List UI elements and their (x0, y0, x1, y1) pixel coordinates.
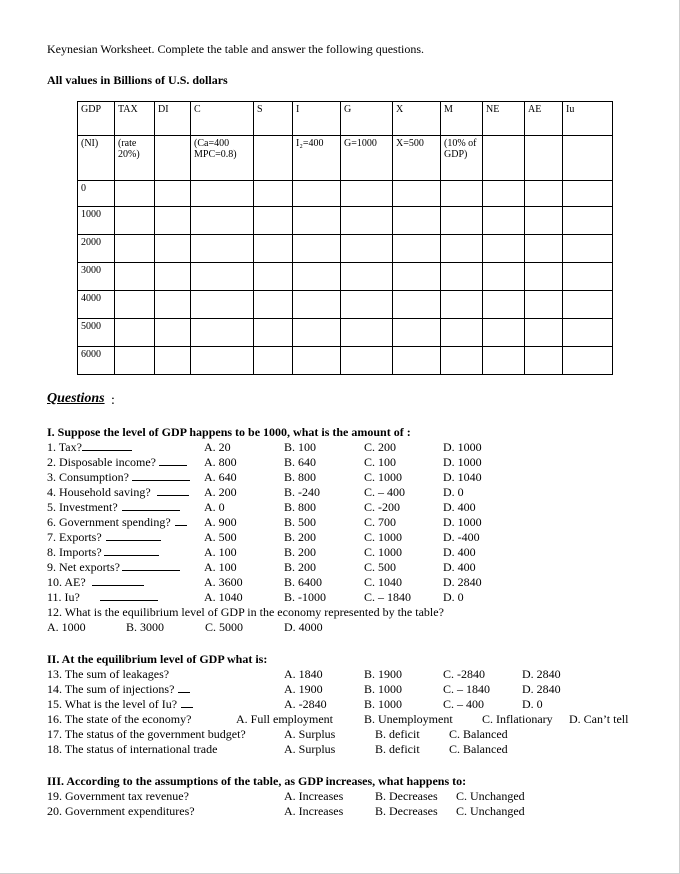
option-c: C. – 400 (443, 697, 485, 711)
answer-cell[interactable] (191, 235, 254, 263)
option-d: D. 2840 (522, 682, 561, 696)
option-a: A. 1040 (204, 590, 243, 604)
answer-cell[interactable] (191, 263, 254, 291)
option-c: C. 5000 (205, 620, 244, 634)
answer-cell[interactable] (155, 319, 191, 347)
answer-cell[interactable] (393, 263, 441, 291)
subheader-cell: (10% of GDP) (441, 136, 483, 181)
questions-heading: Questions (47, 391, 105, 406)
table-header-row (78, 102, 613, 136)
option-b: B. 1000 (364, 697, 403, 711)
option-c: C. – 1840 (364, 590, 412, 604)
answer-cell[interactable] (441, 319, 483, 347)
table-row (78, 319, 613, 347)
option-b: B. 200 (284, 545, 317, 559)
subheader-cell (525, 136, 563, 181)
option-a: A. 1000 (47, 620, 86, 634)
question-5: 5. Investment? (47, 500, 180, 515)
answer-cell[interactable] (525, 181, 563, 207)
gdp-cell: 3000 (78, 263, 115, 291)
subheader-cell: X=500 (393, 136, 441, 181)
option-d: D. 4000 (284, 620, 323, 634)
option-a: A. Surplus (284, 742, 336, 756)
option-a: A. Increases (284, 789, 344, 803)
answer-cell[interactable] (563, 291, 613, 319)
answer-cell[interactable] (563, 347, 613, 375)
answer-cell[interactable] (563, 235, 613, 263)
table-row (78, 181, 613, 207)
answer-cell[interactable] (393, 291, 441, 319)
option-b: B. 100 (284, 440, 317, 454)
answer-blank[interactable] (106, 530, 161, 541)
questions-colon: : (111, 393, 115, 408)
option-a: A. 1840 (284, 667, 323, 681)
table-row (78, 263, 613, 291)
header-cell: Iu (563, 102, 613, 136)
answer-cell[interactable] (483, 347, 525, 375)
answer-cell[interactable] (155, 263, 191, 291)
option-c: C. -200 (364, 500, 400, 514)
answer-cell[interactable] (115, 291, 155, 319)
header-cell: I (293, 102, 341, 136)
subheader-cell (483, 136, 525, 181)
question-1: 1. Tax? (47, 440, 132, 455)
option-c: C. Balanced (449, 727, 508, 741)
option-c: C. 500 (364, 560, 397, 574)
question-8: 8. Imports? (47, 545, 159, 560)
header-cell: TAX (115, 102, 155, 136)
option-b: B. 1000 (364, 682, 403, 696)
answer-cell[interactable] (483, 319, 525, 347)
option-b: B. 800 (284, 500, 317, 514)
answer-cell[interactable] (441, 347, 483, 375)
question-6: 6. Government spending? (47, 515, 187, 530)
option-a: A. 1900 (284, 682, 323, 696)
answer-cell[interactable] (525, 207, 563, 235)
answer-cell[interactable] (441, 235, 483, 263)
answer-cell[interactable] (525, 263, 563, 291)
answer-blank[interactable] (104, 545, 159, 556)
option-a: A. 200 (204, 485, 237, 499)
worksheet-table (77, 101, 613, 375)
answer-cell[interactable] (441, 207, 483, 235)
option-c: C. Inflationary (482, 712, 553, 726)
section-2-title: II. At the equilibrium level of GDP what is: (47, 652, 268, 666)
option-d: D. 0 (522, 697, 543, 711)
question-17: 17. The status of the government budget? (47, 727, 246, 741)
answer-cell[interactable] (293, 207, 341, 235)
option-a: A. 900 (204, 515, 237, 529)
answer-cell[interactable] (191, 181, 254, 207)
option-c: C. Unchanged (456, 789, 525, 803)
answer-cell[interactable] (441, 263, 483, 291)
table-subheader-row (78, 136, 613, 181)
answer-cell[interactable] (155, 291, 191, 319)
option-a: A. -2840 (284, 697, 327, 711)
answer-blank[interactable] (122, 500, 180, 511)
answer-cell[interactable] (483, 235, 525, 263)
answer-cell[interactable] (155, 207, 191, 235)
subheader-cell: G=1000 (341, 136, 393, 181)
answer-blank[interactable] (181, 697, 193, 708)
option-a: A. 3600 (204, 575, 243, 589)
table-row (78, 291, 613, 319)
question-7: 7. Exports? (47, 530, 161, 545)
answer-cell[interactable] (155, 347, 191, 375)
answer-cell[interactable] (254, 207, 293, 235)
option-d: D. Can’t tell (569, 712, 629, 726)
answer-cell[interactable] (191, 347, 254, 375)
subheader-cell (563, 136, 613, 181)
option-a: A. Increases (284, 804, 344, 818)
answer-cell[interactable] (293, 319, 341, 347)
question-19: 19. Government tax revenue? (47, 789, 189, 803)
gdp-cell: 6000 (78, 347, 115, 375)
option-d: D. 1000 (443, 455, 482, 469)
answer-cell[interactable] (293, 347, 341, 375)
table-row (78, 347, 613, 375)
question-16: 16. The state of the economy? (47, 712, 192, 726)
answer-cell[interactable] (293, 263, 341, 291)
answer-cell[interactable] (341, 347, 393, 375)
answer-blank[interactable] (100, 590, 158, 601)
header-cell: S (254, 102, 293, 136)
question-11: 11. Iu? (47, 590, 158, 605)
units-note: All values in Billions of U.S. dollars (47, 73, 228, 87)
answer-cell[interactable] (115, 347, 155, 375)
answer-cell[interactable] (563, 319, 613, 347)
option-b: B. 200 (284, 530, 317, 544)
option-b: B. Decreases (375, 804, 438, 818)
option-b: B. -240 (284, 485, 320, 499)
intro-text: Keynesian Worksheet. Complete the table and answer the following questions. (47, 42, 425, 56)
option-b: B. deficit (375, 727, 420, 741)
answer-cell[interactable] (191, 319, 254, 347)
answer-cell[interactable] (563, 181, 613, 207)
answer-cell[interactable] (341, 207, 393, 235)
answer-cell[interactable] (393, 207, 441, 235)
option-a: A. 100 (204, 545, 237, 559)
option-c: C. – 1840 (443, 682, 491, 696)
option-a: A. 0 (204, 500, 225, 514)
option-d: D. 400 (443, 560, 476, 574)
answer-cell[interactable] (254, 235, 293, 263)
option-b: B. 800 (284, 470, 317, 484)
option-c: C. – 400 (364, 485, 406, 499)
answer-blank[interactable] (82, 440, 132, 451)
option-a: A. 800 (204, 455, 237, 469)
option-d: D. 400 (443, 500, 476, 514)
question-12: 12. What is the equilibrium level of GDP in the economy represented by the table? (47, 605, 444, 619)
option-a: A. 500 (204, 530, 237, 544)
gdp-cell: 0 (78, 181, 115, 207)
question-3: 3. Consumption? (47, 470, 190, 485)
answer-cell[interactable] (293, 181, 341, 207)
section-3-title: III. According to the assumptions of the table, as GDP increases, what happens to: (47, 774, 467, 788)
answer-cell[interactable] (393, 319, 441, 347)
option-c: C. Balanced (449, 742, 508, 756)
gdp-cell: 1000 (78, 207, 115, 235)
option-d: D. -400 (443, 530, 480, 544)
question-18: 18. The status of international trade (47, 742, 218, 756)
subheader-cell: (NI) (78, 136, 115, 181)
question-14: 14. The sum of injections? (47, 682, 190, 697)
question-4: 4. Household saving? (47, 485, 189, 500)
answer-cell[interactable] (441, 181, 483, 207)
answer-blank[interactable] (178, 682, 190, 693)
option-c: C. 1000 (364, 470, 403, 484)
answer-cell[interactable] (525, 291, 563, 319)
subheader-cell: I₂=400 (293, 136, 341, 181)
option-c: C. -2840 (443, 667, 485, 681)
option-d: D. 1040 (443, 470, 482, 484)
answer-cell[interactable] (293, 235, 341, 263)
option-b: B. 640 (284, 455, 317, 469)
option-a: A. Full employment (236, 712, 333, 726)
answer-cell[interactable] (341, 291, 393, 319)
answer-cell[interactable] (563, 207, 613, 235)
answer-cell[interactable] (525, 319, 563, 347)
question-15: 15. What is the level of Iu? (47, 697, 193, 712)
answer-blank[interactable] (92, 575, 144, 586)
answer-cell[interactable] (254, 263, 293, 291)
header-cell: C (191, 102, 254, 136)
option-d: D. 2840 (443, 575, 482, 589)
option-a: A. 20 (204, 440, 231, 454)
answer-cell[interactable] (155, 181, 191, 207)
header-cell: G (341, 102, 393, 136)
option-b: B. Decreases (375, 789, 438, 803)
answer-cell[interactable] (341, 263, 393, 291)
option-a: A. Surplus (284, 727, 336, 741)
answer-cell[interactable] (393, 347, 441, 375)
answer-cell[interactable] (483, 207, 525, 235)
question-13: 13. The sum of leakages? (47, 667, 170, 681)
header-cell: GDP (78, 102, 115, 136)
answer-cell[interactable] (441, 291, 483, 319)
option-b: B. 1900 (364, 667, 403, 681)
header-cell: DI (155, 102, 191, 136)
answer-cell[interactable] (191, 291, 254, 319)
answer-cell[interactable] (393, 181, 441, 207)
option-b: B. 200 (284, 560, 317, 574)
header-cell: X (393, 102, 441, 136)
header-cell: NE (483, 102, 525, 136)
question-20: 20. Government expenditures? (47, 804, 195, 818)
question-2: 2. Disposable income? (47, 455, 187, 470)
option-d: D. 2840 (522, 667, 561, 681)
option-c: C. 1000 (364, 545, 403, 559)
subheader-cell (155, 136, 191, 181)
section-1-title: I. Suppose the level of GDP happens to be 1000, what is the amount of : (47, 425, 411, 439)
answer-cell[interactable] (115, 207, 155, 235)
option-a: A. 100 (204, 560, 237, 574)
gdp-cell: 2000 (78, 235, 115, 263)
option-c: C. Unchanged (456, 804, 525, 818)
answer-blank[interactable] (132, 470, 190, 481)
subheader-cell: (rate 20%) (115, 136, 155, 181)
answer-blank[interactable] (175, 515, 187, 526)
option-c: C. 100 (364, 455, 397, 469)
option-b: B. deficit (375, 742, 420, 756)
answer-cell[interactable] (341, 181, 393, 207)
header-cell: AE (525, 102, 563, 136)
table-row (78, 235, 613, 263)
header-cell: M (441, 102, 483, 136)
option-d: D. 1000 (443, 440, 482, 454)
option-b: B. 3000 (126, 620, 165, 634)
table-row (78, 207, 613, 235)
answer-cell[interactable] (115, 235, 155, 263)
answer-cell[interactable] (254, 291, 293, 319)
option-c: C. 200 (364, 440, 397, 454)
answer-cell[interactable] (483, 181, 525, 207)
answer-blank[interactable] (157, 485, 189, 496)
option-d: D. 1000 (443, 515, 482, 529)
option-b: B. -1000 (284, 590, 326, 604)
option-c: C. 1000 (364, 530, 403, 544)
answer-cell[interactable] (525, 235, 563, 263)
answer-cell[interactable] (115, 181, 155, 207)
answer-cell[interactable] (483, 263, 525, 291)
subheader-cell: (Ca=400 MPC=0.8) (191, 136, 254, 181)
option-d: D. 0 (443, 485, 464, 499)
answer-cell[interactable] (525, 347, 563, 375)
option-d: D. 400 (443, 545, 476, 559)
answer-cell[interactable] (155, 235, 191, 263)
answer-cell[interactable] (393, 235, 441, 263)
option-b: B. Unemployment (364, 712, 453, 726)
gdp-cell: 5000 (78, 319, 115, 347)
answer-cell[interactable] (191, 207, 254, 235)
answer-cell[interactable] (254, 319, 293, 347)
answer-cell[interactable] (293, 291, 341, 319)
answer-cell[interactable] (563, 263, 613, 291)
answer-cell[interactable] (341, 319, 393, 347)
option-b: B. 6400 (284, 575, 323, 589)
option-c: C. 700 (364, 515, 397, 529)
question-10: 10. AE? (47, 575, 144, 590)
gdp-cell: 4000 (78, 291, 115, 319)
answer-cell[interactable] (115, 263, 155, 291)
option-d: D. 0 (443, 590, 464, 604)
answer-cell[interactable] (341, 235, 393, 263)
answer-cell[interactable] (115, 319, 155, 347)
answer-cell[interactable] (483, 291, 525, 319)
subheader-cell (254, 136, 293, 181)
question-9: 9. Net exports? (47, 560, 180, 575)
answer-blank[interactable] (159, 455, 187, 466)
answer-blank[interactable] (122, 560, 180, 571)
option-a: A. 640 (204, 470, 237, 484)
option-c: C. 1040 (364, 575, 403, 589)
answer-cell[interactable] (254, 347, 293, 375)
option-b: B. 500 (284, 515, 317, 529)
answer-cell[interactable] (254, 181, 293, 207)
